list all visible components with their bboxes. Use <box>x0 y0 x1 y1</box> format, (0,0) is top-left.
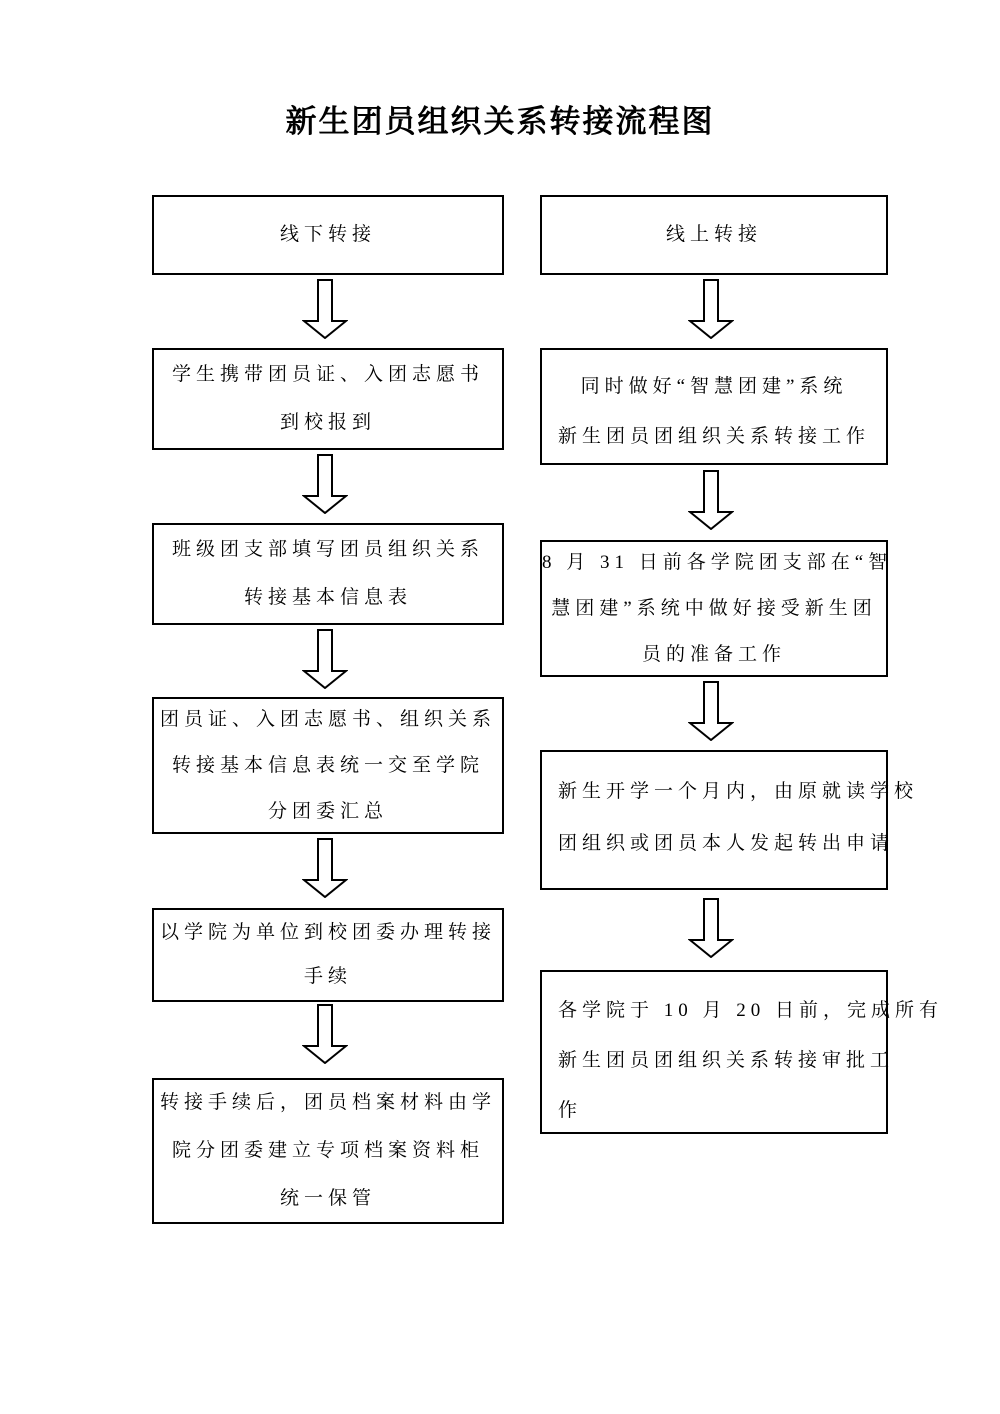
down-arrow-icon <box>302 454 348 514</box>
flow-box-text: 以学院为单位到校团委办理转接 <box>159 922 496 943</box>
flow-box-text: 班级团支部填写团员组织关系 <box>171 539 484 560</box>
flow-box-text: 转接基本信息表统一交至学院 <box>171 754 484 776</box>
flow-box-text: 作 <box>558 1100 583 1121</box>
flow-box-text: 转接基本信息表 <box>243 587 412 608</box>
flow-box-text: 线下转接 <box>279 224 376 245</box>
flow-box-text: 院分团委建立专项档案资料柜 <box>171 1140 484 1161</box>
flow-box-text: 新生团员团组织关系转接审批工 <box>558 1050 895 1071</box>
flow-box-text: 各学院于 10 月 20 日前，完成所有 <box>558 1000 944 1021</box>
flow-box-text: 员的准备工作 <box>641 643 786 665</box>
flow-box-offline-step-4 <box>152 908 504 1002</box>
down-arrow-icon <box>688 681 734 741</box>
flow-box-online-step-1 <box>540 348 888 465</box>
page-title: 新生团员组织关系转接流程图 <box>285 104 715 139</box>
flow-box-text: 团员证、入团志愿书、组织关系 <box>159 708 496 730</box>
down-arrow-icon <box>302 279 348 339</box>
flow-box-online-header <box>540 195 888 275</box>
flow-box-text: 8 月 31 日前各学院团支部在“智 <box>542 551 893 573</box>
down-arrow-icon <box>302 838 348 898</box>
down-arrow-icon <box>688 470 734 530</box>
flow-box-text: 统一保管 <box>279 1188 376 1209</box>
down-arrow-icon <box>688 279 734 339</box>
flow-box-online-step-4 <box>540 970 944 1134</box>
flow-box-text: 到校报到 <box>279 412 376 433</box>
flow-box-text: 同时做好“智慧团建”系统 <box>580 376 848 397</box>
flow-box-text: 转接手续后，团员档案材料由学 <box>159 1092 496 1113</box>
flow-box-text: 新生团员团组织关系转接工作 <box>557 426 870 447</box>
flow-box-text: 分团委汇总 <box>267 800 388 822</box>
flow-box-offline-step-3 <box>152 697 504 834</box>
flow-box-offline-step-2 <box>152 523 504 625</box>
down-arrow-icon <box>302 629 348 689</box>
flow-box-text: 团组织或团员本人发起转出申请 <box>558 833 895 854</box>
flow-box-text: 手续 <box>303 966 352 987</box>
down-arrow-icon <box>688 898 734 958</box>
flow-box-offline-header <box>152 195 504 275</box>
flow-box-online-step-3 <box>540 750 919 890</box>
flow-box-text: 新生开学一个月内，由原就读学校 <box>558 781 919 802</box>
down-arrow-icon <box>302 1004 348 1064</box>
flow-box-online-step-2 <box>540 540 893 677</box>
flow-box-text: 慧团建”系统中做好接受新生团 <box>551 597 877 619</box>
flow-box-offline-step-5 <box>152 1078 504 1224</box>
flow-box-offline-step-1 <box>152 348 504 450</box>
flow-box-text: 线上转接 <box>665 224 762 245</box>
flow-box-text: 学生携带团员证、入团志愿书 <box>171 364 484 385</box>
